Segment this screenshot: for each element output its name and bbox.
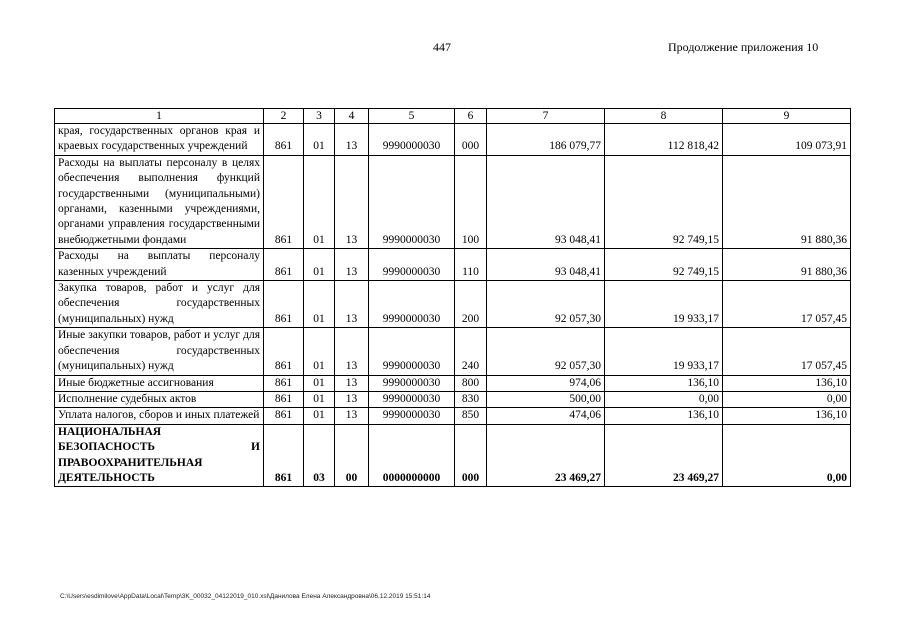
column-header: 8 xyxy=(605,109,723,124)
row-name-cell: Иные закупки товаров, работ и услуг для обеспечения государственных (муниципальных) нужд xyxy=(55,328,264,375)
gl-code-cell: 861 xyxy=(264,281,304,328)
continuation-note: Продолжение приложения 10 xyxy=(668,40,819,54)
expense-type-cell: 000 xyxy=(455,424,487,487)
row-name-cell: Иные бюджетные ассигнования xyxy=(55,375,264,391)
expense-type-cell: 240 xyxy=(455,328,487,375)
table-row xyxy=(55,249,851,281)
amount-col7-cell: 93 048,41 xyxy=(487,249,605,281)
amount-col7-cell: 500,00 xyxy=(487,391,605,407)
column-header: 1 xyxy=(55,109,264,124)
budget-table xyxy=(54,108,851,487)
row-name-cell: Уплата налогов, сборов и иных платежей xyxy=(55,408,264,424)
section-cell: 01 xyxy=(304,375,335,391)
subsection-cell: 13 xyxy=(335,249,369,281)
file-path-footer: C:\Users\esdimilove\AppData\Local\Temp\3K_00032_04122019_010.xsl\Данилова Елена Александровна\06.12.2019 15:51:14 xyxy=(60,593,431,600)
row-name-cell: Расходы на выплаты персоналу казенных учреждений xyxy=(55,249,264,281)
section-cell: 01 xyxy=(304,328,335,375)
target-article-cell: 9990000030 xyxy=(369,281,455,328)
gl-code-cell: 861 xyxy=(264,391,304,407)
section-cell: 01 xyxy=(304,124,335,156)
expense-type-cell: 200 xyxy=(455,281,487,328)
target-article-cell: 0000000000 xyxy=(369,424,455,487)
subsection-cell: 13 xyxy=(335,281,369,328)
amount-col8-cell: 136,10 xyxy=(605,375,723,391)
amount-col7-cell: 93 048,41 xyxy=(487,155,605,248)
amount-col9-cell: 17 057,45 xyxy=(723,281,851,328)
column-header: 7 xyxy=(487,109,605,124)
target-article-cell: 9990000030 xyxy=(369,391,455,407)
amount-col7-cell: 92 057,30 xyxy=(487,328,605,375)
column-header: 5 xyxy=(369,109,455,124)
subsection-cell: 13 xyxy=(335,124,369,156)
amount-col7-cell: 92 057,30 xyxy=(487,281,605,328)
amount-col9-cell: 109 073,91 xyxy=(723,124,851,156)
section-cell: 01 xyxy=(304,391,335,407)
row-name-cell: Расходы на выплаты персоналу в целях обеспечения выполнения функций государственными (муниципальными) органами, казенными учреждениями, органами управления государственными внебюджетными фондами xyxy=(55,155,264,248)
subsection-cell: 13 xyxy=(335,375,369,391)
amount-col9-cell: 91 880,36 xyxy=(723,249,851,281)
table-row xyxy=(55,408,851,424)
expense-type-cell: 100 xyxy=(455,155,487,248)
column-header: 9 xyxy=(723,109,851,124)
subsection-cell: 13 xyxy=(335,328,369,375)
subsection-cell: 00 xyxy=(335,424,369,487)
expense-type-cell: 850 xyxy=(455,408,487,424)
target-article-cell: 9990000030 xyxy=(369,408,455,424)
amount-col9-cell: 136,10 xyxy=(723,375,851,391)
section-cell: 01 xyxy=(304,249,335,281)
section-cell: 01 xyxy=(304,281,335,328)
section-cell: 01 xyxy=(304,155,335,248)
amount-col9-cell: 0,00 xyxy=(723,391,851,407)
gl-code-cell: 861 xyxy=(264,249,304,281)
target-article-cell: 9990000030 xyxy=(369,375,455,391)
section-cell: 03 xyxy=(304,424,335,487)
amount-col7-cell: 186 079,77 xyxy=(487,124,605,156)
amount-col7-cell: 23 469,27 xyxy=(487,424,605,487)
table-row xyxy=(55,424,851,487)
table-row xyxy=(55,155,851,248)
table-body xyxy=(55,109,851,487)
amount-col7-cell: 474,06 xyxy=(487,408,605,424)
row-name-cell: Закупка товаров, работ и услуг для обеспечения государственных (муниципальных) нужд xyxy=(55,281,264,328)
expense-type-cell: 800 xyxy=(455,375,487,391)
amount-col7-cell: 974,06 xyxy=(487,375,605,391)
row-name-cell: НАЦИОНАЛЬНАЯ БЕЗОПАСНОСТЬ И ПРАВООХРАНИТЕЛЬНАЯ ДЕЯТЕЛЬНОСТЬ xyxy=(55,424,264,487)
column-number-row xyxy=(55,109,851,124)
amount-col8-cell: 19 933,17 xyxy=(605,328,723,375)
gl-code-cell: 861 xyxy=(264,124,304,156)
subsection-cell: 13 xyxy=(335,391,369,407)
expense-type-cell: 000 xyxy=(455,124,487,156)
table-row xyxy=(55,391,851,407)
amount-col8-cell: 92 749,15 xyxy=(605,155,723,248)
gl-code-cell: 861 xyxy=(264,155,304,248)
row-name-cell: Исполнение судебных актов xyxy=(55,391,264,407)
row-name-cell: края, государственных органов края и краевых государственных учреждений xyxy=(55,124,264,156)
target-article-cell: 9990000030 xyxy=(369,124,455,156)
target-article-cell: 9990000030 xyxy=(369,328,455,375)
column-header: 3 xyxy=(304,109,335,124)
expense-type-cell: 830 xyxy=(455,391,487,407)
gl-code-cell: 861 xyxy=(264,424,304,487)
gl-code-cell: 861 xyxy=(264,328,304,375)
column-header: 6 xyxy=(455,109,487,124)
target-article-cell: 9990000030 xyxy=(369,155,455,248)
section-cell: 01 xyxy=(304,408,335,424)
subsection-cell: 13 xyxy=(335,408,369,424)
target-article-cell: 9990000030 xyxy=(369,249,455,281)
amount-col8-cell: 23 469,27 xyxy=(605,424,723,487)
column-header: 4 xyxy=(335,109,369,124)
amount-col9-cell: 91 880,36 xyxy=(723,155,851,248)
gl-code-cell: 861 xyxy=(264,375,304,391)
amount-col8-cell: 92 749,15 xyxy=(605,249,723,281)
gl-code-cell: 861 xyxy=(264,408,304,424)
table-row xyxy=(55,124,851,156)
amount-col8-cell: 136,10 xyxy=(605,408,723,424)
table-row xyxy=(55,375,851,391)
amount-col9-cell: 136,10 xyxy=(723,408,851,424)
subsection-cell: 13 xyxy=(335,155,369,248)
amount-col9-cell: 0,00 xyxy=(723,424,851,487)
amount-col8-cell: 19 933,17 xyxy=(605,281,723,328)
amount-col8-cell: 112 818,42 xyxy=(605,124,723,156)
table-row xyxy=(55,281,851,328)
column-header: 2 xyxy=(264,109,304,124)
page-number: 447 xyxy=(433,40,451,54)
amount-col9-cell: 17 057,45 xyxy=(723,328,851,375)
amount-col8-cell: 0,00 xyxy=(605,391,723,407)
table-row xyxy=(55,328,851,375)
expense-type-cell: 110 xyxy=(455,249,487,281)
